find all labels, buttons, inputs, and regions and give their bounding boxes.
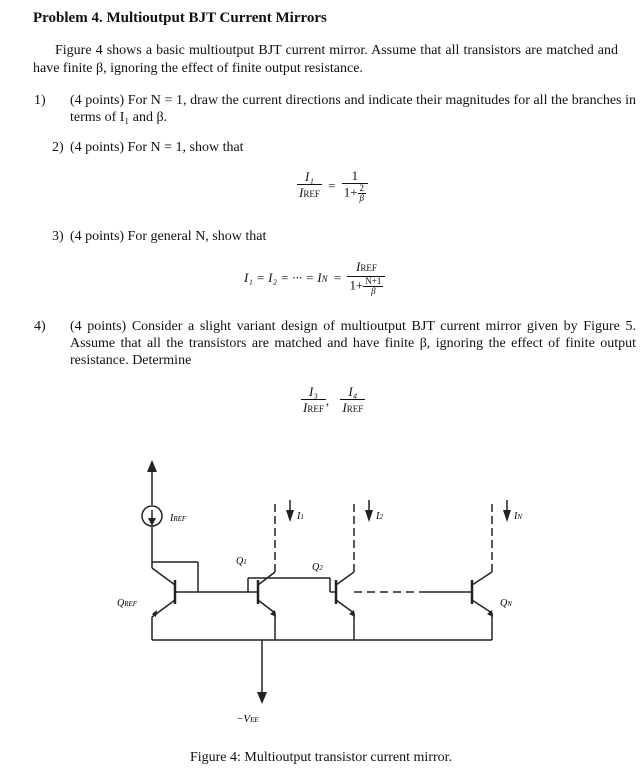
item-2-label: 2) xyxy=(52,140,64,155)
eq2-equals: = xyxy=(328,177,336,193)
eq3-rhs-den: 1+ $\frac{N+1}{\beta}$ xyxy=(349,276,382,296)
i1-label: I1 xyxy=(297,511,304,522)
q1-label: Q1 xyxy=(236,556,247,567)
eq4-b-num: I₄ xyxy=(340,384,365,400)
eq4-a-num: I₃ xyxy=(301,384,326,400)
eq4-a xyxy=(301,384,326,417)
qref-label: QREF xyxy=(117,598,138,609)
eq3-rhs xyxy=(347,259,385,296)
eq4-a-den: IREF xyxy=(303,400,324,415)
q2-label: Q2 xyxy=(312,562,323,573)
intro-lead: Figure 4 shows a basic multioutput BJT current mirror. Assume that all transistors are matched xyxy=(55,43,594,58)
item-3-text: (4 points) For general N, show that xyxy=(70,229,267,244)
equation-2 xyxy=(297,168,368,203)
item-1-label: 1) xyxy=(34,93,46,108)
eq4-b-den: IREF xyxy=(342,400,364,415)
item-4-label: 4) xyxy=(34,319,46,334)
eq3-rhs-num: IREF xyxy=(347,259,385,277)
eq2-rhs xyxy=(342,168,368,203)
vee-arrow-icon xyxy=(257,692,267,704)
eq2-lhs-num: I₁ xyxy=(297,169,322,185)
eq2-rhs-num: 1 xyxy=(342,168,368,184)
problem-intro xyxy=(33,42,618,78)
item-1 xyxy=(34,92,636,126)
item-2-text: (4 points) For N = 1, show that xyxy=(70,140,244,155)
iref-arrow-icon xyxy=(148,518,156,526)
item-4-text: (4 points) Consider a slight variant design of multioutput BJT current mirror given by Figure 5. Assume that all the transistors are matched and have finite β, ignoring the effect of finite output resistance. Determine xyxy=(70,319,636,368)
eq4-b xyxy=(340,384,365,417)
problem-title: Problem 4. Multioutput BJT Current Mirrors xyxy=(33,10,327,26)
circuit-diagram xyxy=(0,450,642,740)
figure-caption: Figure 4: Multioutput transistor current mirror. xyxy=(189,750,453,765)
eq4-comma: , xyxy=(325,392,330,408)
equation-3 xyxy=(244,259,385,296)
in-label: IN xyxy=(514,511,523,522)
vee-label: −VEE xyxy=(236,713,259,725)
eq2-lhs-den: IREF xyxy=(299,185,320,200)
item-2 xyxy=(52,139,244,156)
eq3-equals: = xyxy=(333,269,342,285)
supply-arrow-icon xyxy=(147,460,157,472)
i2-label: I2 xyxy=(376,511,383,522)
item-1-text: (4 points) For N = 1, draw the current directions and indicate their magnitudes for all the branches in terms of I₁ and β. xyxy=(70,93,636,125)
iref-label: IREF xyxy=(170,513,187,524)
qn-label: QN xyxy=(500,598,512,609)
item-4 xyxy=(34,318,636,369)
item-3 xyxy=(52,228,266,245)
item-3-label: 3) xyxy=(52,229,64,244)
eq2-rhs-den: 1+ $\frac{2}{\beta}$ xyxy=(343,183,365,203)
intro-rest: and have finite β, ignoring the effect of finite output resistance. xyxy=(33,43,619,76)
eq3-chain: I₁ = I₂ = ··· = IN xyxy=(244,269,328,285)
eq2-lhs xyxy=(297,169,322,202)
equation-4 xyxy=(301,384,365,417)
